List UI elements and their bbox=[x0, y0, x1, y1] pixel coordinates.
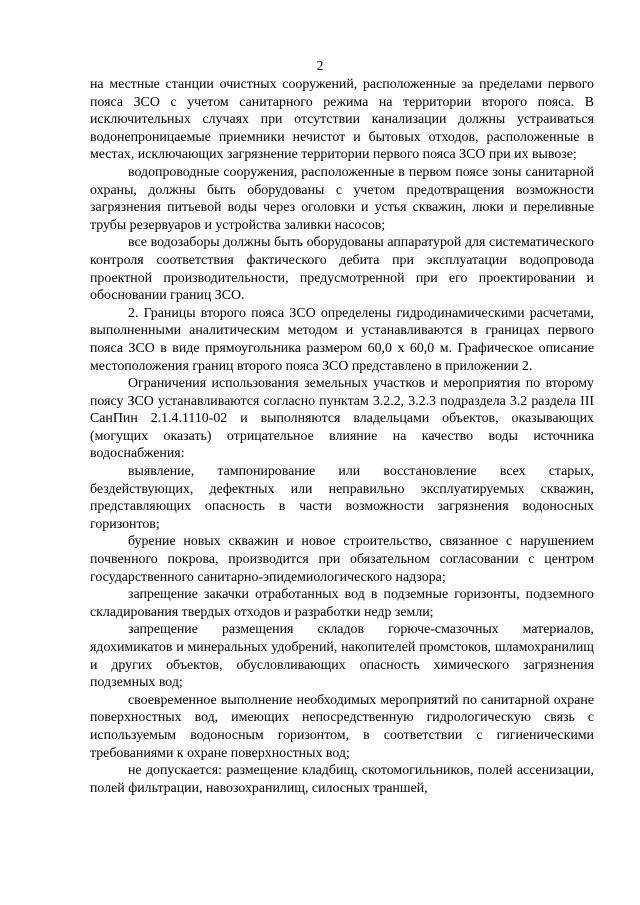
document-body bbox=[90, 76, 594, 797]
paragraph: своевременное выполнение необходимых мероприятий по санитарной охране поверхностных вод, имеющих непосредственную гидрологическую связь с используемым водоносным горизонтом, в соответствии с гигиеническими требованиями к охране поверхностных вод; bbox=[90, 692, 594, 761]
paragraph: водопроводные сооружения, расположенные в первом поясе зоны санитарной охраны, должны быть оборудованы с учетом предотвращения возможности загрязнения питьевой воды через оголовки и устья скважин, люки и переливные трубы резервуаров и устройства заливки насосов; bbox=[90, 164, 594, 233]
paragraph: 2. Границы второго пояса ЗСО определены гидродинамическими расчетами, выполненными аналитическим методом и устанавливаются в границах первого пояса ЗСО в виде прямоугольника размером 60,0 х 60,0 м. Графическое описание местоположения границ второго пояса ЗСО представлено в приложении 2. bbox=[90, 305, 594, 374]
paragraph: выявление, тампонирование или восстановление всех старых, бездействующих, дефектных или неправильно эксплуатируемых скважин, представляющих опасность в части возможности загрязнения водоносных горизонтов; bbox=[90, 464, 594, 532]
page-number: 2 bbox=[316, 58, 324, 73]
paragraph: не допускается: размещение кладбищ, скотомогильников, полей ассенизации, полей фильтрации, навозохранилищ, силосных траншей, bbox=[90, 763, 594, 796]
paragraph: запрещение размещения складов горюче-смазочных материалов, ядохимикатов и минеральных удобрений, накопителей промстоков, шламохранилищ и других объектов, обусловливающих опасность химического загрязнения подземных вод; bbox=[90, 622, 594, 691]
paragraph: все водозаборы должны быть оборудованы аппаратурой для систематического контроля соответствия фактического дебита при эксплуатации водопровода проектной производительности, предусмотренной при его проектировании и обосновании границ ЗСО. bbox=[90, 235, 594, 304]
paragraph: на местные станции очистных сооружений, расположенные за пределами первого пояса ЗСО с учетом санитарного режима на территории второго пояса. В исключительных случаях при отсутствии канализации должны устраиваться водонепроницаемые приемники нечистот и бытовых отходов, расположенные в местах, исключающих загрязнение территории первого пояса ЗСО при их вывозе; bbox=[90, 77, 594, 163]
paragraph: запрещение закачки отработанных вод в подземные горизонты, подземного складирования твердых отходов и разработки недр земли; bbox=[90, 587, 594, 620]
paragraph: Ограничения использования земельных участков и мероприятия по второму поясу ЗСО устанавливаются согласно пунктам 3.2.2, 3.2.3 подраздела 3.2 раздела III СанПин 2.1.4.1110-02 и выполняются владельцами объектов, оказывающих (могущих оказать) отрицательное влияние на качество воды источника водоснабжения: bbox=[90, 376, 594, 462]
paragraph: бурение новых скважин и новое строительство, связанное с нарушением почвенного покрова, производится при обязательном согласовании с центром государственного санитарно-эпидемиологического надзора; bbox=[90, 534, 594, 585]
